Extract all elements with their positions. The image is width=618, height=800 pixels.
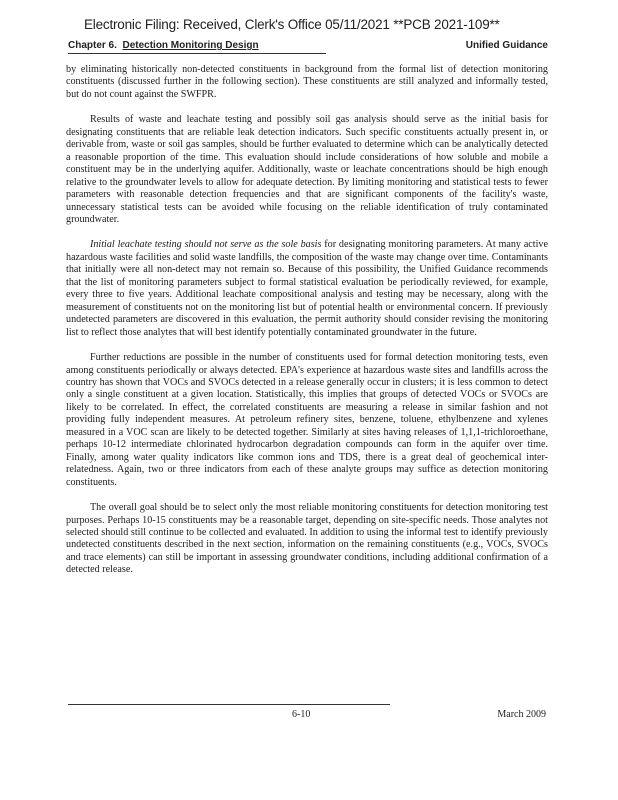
paragraph-overall-goal: The overall goal should be to select only the most reliable monitoring constituents for detection monitoring test purposes. Perhaps 10-15 constituents may be a reasonable target, depending on site-specific needs. Those analytes not selected should still continue to be collected and evaluated. In addition to using the informal test to identify previously undetected constituents described in the next section, information on the remaining constituents (e.g., VOCs, SVOCs and trace elements) can still be important in assessing groundwater conditions, including additional confirmation of a detected release. bbox=[66, 502, 548, 576]
paragraph-lead-italic: Initial leachate testing should not serve as the sole basis bbox=[90, 239, 322, 251]
electronic-filing-stamp: Electronic Filing: Received, Clerk's Office 05/11/2021 **PCB 2021-109** bbox=[84, 17, 500, 32]
header-rule bbox=[68, 53, 326, 54]
running-header bbox=[68, 40, 548, 54]
page-body bbox=[66, 64, 548, 577]
paragraph-continuation: by eliminating historically non-detected constituents in background from the formal list of detection monitoring constituents (discussed further in the following section). These constituents are still analyzed and informally tested, but do not count against the SWFPR. bbox=[66, 64, 548, 100]
footer-date: March 2009 bbox=[497, 709, 546, 720]
chapter-number: Chapter 6. bbox=[68, 40, 117, 51]
paragraph-sole-basis bbox=[66, 239, 548, 339]
paragraph-leachate-testing: Results of waste and leachate testing and possibly soil gas analysis should serve as the initial basis for designating constituents that are reliable leak detection indicators. Such specific constituents actually present in, or derivable from, waste or soil gas samples, should be further evaluated to determine which can be analytically detected a reasonable proportion of the time. This evaluation should include considerations of how soluble and mobile a constituent may be in the underlying aquifer. Additionally, waste or leachate concentrations should be high enough relative to the groundwater levels to allow for adequate detection. By limiting monitoring and statistical tests to fewer parameters with reasonable detection frequencies and that are significant components of the facility's waste, unnecessary statistical tests can be avoided while focusing on the reliable identification of truly contaminated groundwater. bbox=[66, 114, 548, 225]
chapter-title: Detection Monitoring Design bbox=[122, 40, 259, 51]
paragraph-sole-basis-text: for designating monitoring parameters. At many active hazardous waste facilities and solid waste landfills, the composition of the waste may change over time. Contaminants that initially were all non-detect may not remain so. Because of this possibility, the Unified Guidance recommends that the list of monitoring parameters subject to formal statistical evaluation be periodically reviewed, for example, every three to five years. Additional leachate compositional analysis and testing may be necessary, along with the measurement of constituents not on the monitoring list but of potential health or environmental concern. If previously undetected parameters are discovered in this evaluation, the permit authority should consider revising the monitoring list to reflect those analytes that will best identify potentially contaminated groundwater in the future. bbox=[66, 239, 548, 338]
footer-rule bbox=[68, 704, 390, 705]
page-number: 6-10 bbox=[292, 709, 311, 720]
paragraph-further-reductions: Further reductions are possible in the number of constituents used for formal detection monitoring tests, even among constituents periodically or always detected. EPA's experience at hazardous waste sites and landfills across the country has shown that VOCs and SVOCs detected in a release generally occur in clusters; it is less common to detect only a single constituent at a given location. Statistically, this implies that groups of detected VOCs or SVOCs are likely to be correlated. In effect, the correlated constituents are measuring a release in similar fashion and not providing fully independent measures. At petroleum refinery sites, benzene, toluene, ethylbenzene and xylenes measured in a VOC scan are likely to be detected together. Similarly at sites having releases of 1,1,1-trichloroethane, perhaps 10-12 intermediate chlorinated hydrocarbon degradation compounds can form in the aquifer over time. Finally, among water quality indicators like common ions and TDS, there is a great deal of geochemical inter-relatedness. Again, two or three indicators from each of these analyte groups may suffice as detection monitoring constituents. bbox=[66, 352, 548, 488]
chapter-label bbox=[68, 40, 259, 51]
document-title: Unified Guidance bbox=[465, 40, 548, 51]
